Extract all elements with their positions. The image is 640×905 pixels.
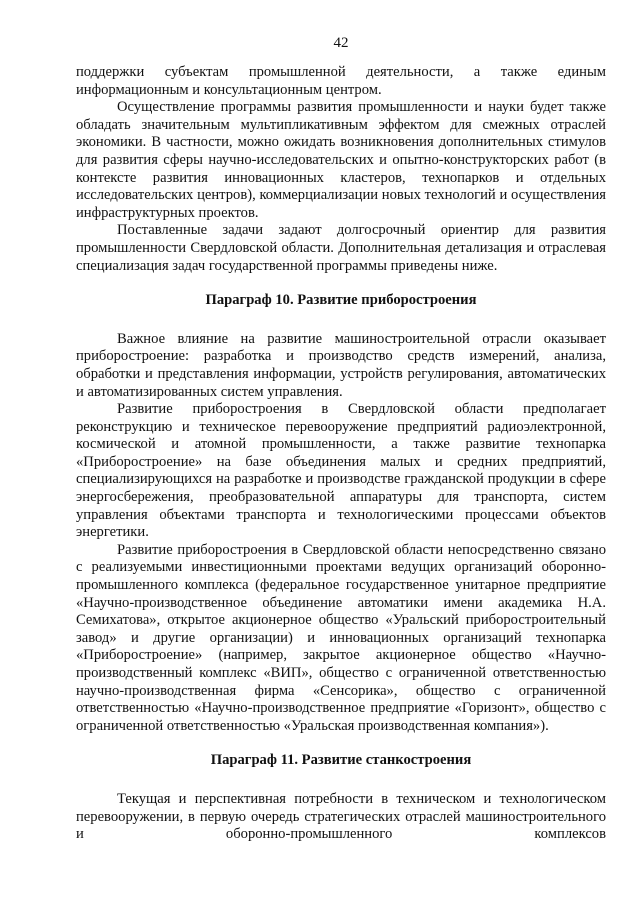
paragraph-goals: Поставленные задачи задают долгосрочный ориентир для развития промышленности Свердловской области. Дополнительная детализация и отраслевая специализация задач государственной программы приведены ниже. [76,222,606,274]
paragraph-instrument-making-development: Развитие приборостроения в Свердловской области предполагает реконструкцию и техническое перевооружение предприятий радиоэлектронной, космической и атомной промышленности, а также развитие технопарка «Приборостроение» на базе объединения малых и средних предприятий, специализирующихся на разработке и производстве гражданской продукции в сфере энергосбережения, преобразовательной аппаратуры для транспорта, систем управления объектами транспорта и технологическими процессами объектов энергетики. [76,401,606,541]
page-number: 42 [333,35,349,51]
section-heading-10: Параграф 10. Развитие приборостроения [205,292,477,309]
paragraph-continuation: поддержки субъектам промышленной деятельности, а также единым информационным и консультационным центром. [76,64,606,98]
document-page [76,34,606,844]
paragraph-instrument-making-influence: Важное влияние на развитие машиностроительной отрасли оказывает приборостроение: разработка и производство средств измерений, анализа, обработки и представления информации, устройств регулирования, автоматических и автоматизированных систем управления. [76,330,606,400]
paragraph-investment-projects: Развитие приборостроения в Свердловской области непосредственно связано с реализуемыми инвестиционными проектами ведущих организаций оборонно-промышленного комплекса (федеральное государственное унитарное предприятие «Научно-производственное объединение автоматики имени академика Н.А. Семихатова», открытое акционерное общество «Уральский приборостроительный завод» и другие организации) и инновационных организаций технопарка «Приборостроение» (например, закрытое акционерное общество «Научно-производственный комплекс «ВИП», общество с ограниченной ответственностью научно-производственная фирма «Сенсорика», общество с ограниченной ответственностью «Научно-производственное предприятие «Горизонт», общество с ограниченной ответственностью «Уральская производственная компания»). [76,541,606,734]
section-heading-11: Параграф 11. Развитие станкостроения [210,752,472,769]
paragraph-machine-tool-needs: Текущая и перспективная потребности в техническом и технологическом перевооружении, в первую очередь стратегических отраслей машиностроительного и оборонно-промышленного комплексов [76,790,606,843]
paragraph-multiplier-effect: Осуществление программы развития промышленности и науки будет также обладать значительным мультипликативным эффектом для смежных отраслей экономики. В частности, можно ожидать возникновения дополнительных стимулов для развития сферы научно-исследовательских и опытно-конструкторских работ (в контексте развития инновационных кластеров, технопарков и отдельных исследовательских центров), коммерциализации новых технологий и осуществления инфраструктурных проектов. [76,99,606,221]
